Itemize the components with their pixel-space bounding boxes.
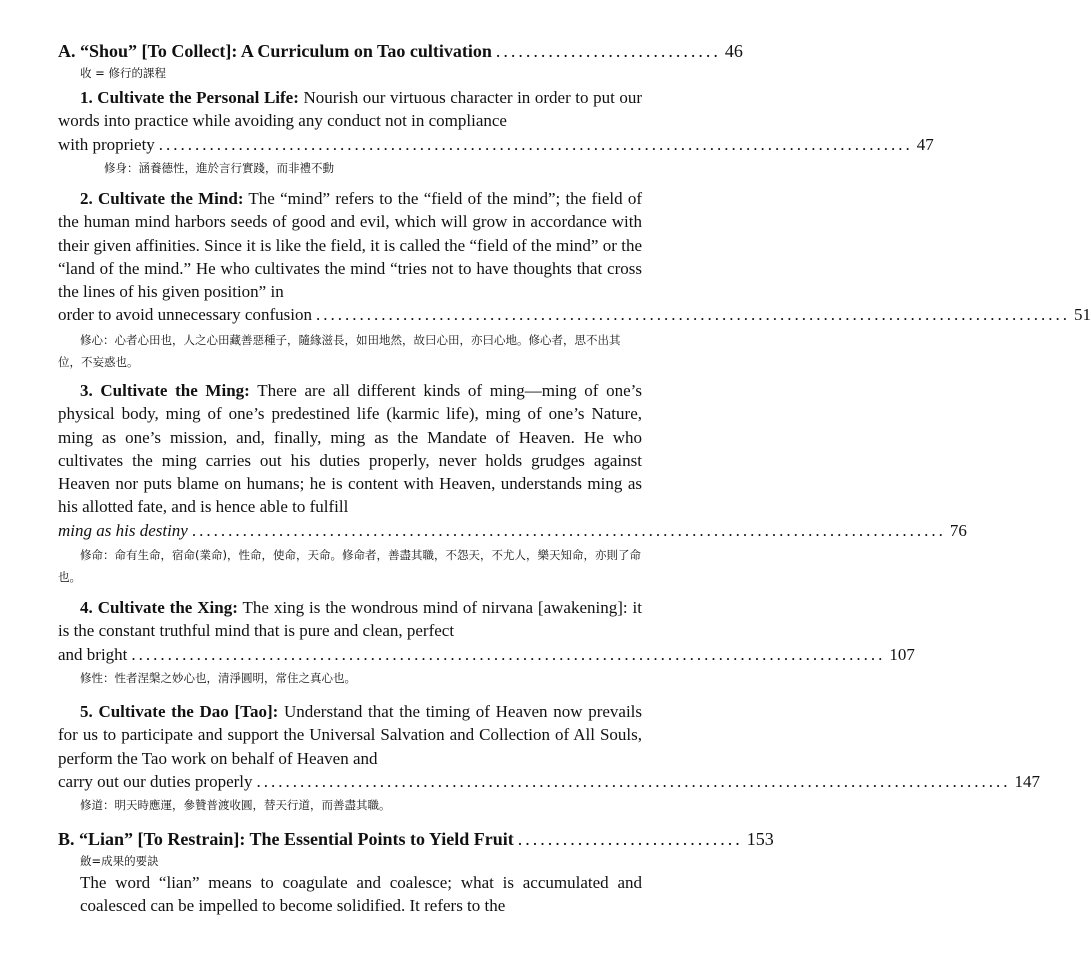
item-body: The xing is the wondrous mind of nirvana [awakening]: it is the constant truthful mind that is pure and clean, perfect xyxy=(58,598,642,641)
toc-item-5 xyxy=(58,700,1040,815)
toc-item-3 xyxy=(58,379,967,588)
item-page: 107 xyxy=(889,644,915,664)
toc-item-2 xyxy=(58,187,1091,373)
item-label: 3. Cultivate the Ming: xyxy=(80,381,250,400)
item-label: 5. Cultivate the Dao [Tao]: xyxy=(80,702,279,721)
section-a-heading xyxy=(58,40,743,63)
item-chinese: 修性：性者涅槃之妙心也，清淨圓明，常住之真心也。 xyxy=(80,670,356,685)
item-chinese: 修身：涵養德性，進於言行實踐，而非禮不動 xyxy=(104,160,334,175)
section-b-title: B. “Lian” [To Restrain]: The Essential Points to Yield Fruit xyxy=(58,829,514,849)
item-body: Understand that the timing of Heaven now prevails for us to participate and support the Universal Salvation and Collection of All Souls, perform the Tao work on behalf of Heaven and xyxy=(58,702,643,768)
item-last-line: order to avoid unnecessary confusion xyxy=(58,305,312,325)
section-b-chinese: 斂=成果的要訣 xyxy=(80,854,159,868)
leader-dots: .............................. xyxy=(517,829,743,849)
item-chinese: 修命：命有生命，宿命(業命)，性命，使命，天命。修命者，善盡其職，不怨天，不尤人，樂天知命，亦則了命也。 xyxy=(58,548,641,585)
leader-dots: ........................................................................................................ xyxy=(131,644,886,664)
item-chinese: 修心：心者心田也，人之心田藏善惡種子，隨緣滋長，如田地然，故曰心田，亦曰心地。修心者，思不出其位，不妄惑也。 xyxy=(58,332,621,369)
item-body: Nourish our virtuous character in order to put our words into practice while avoiding any conduct not in compliance xyxy=(58,88,643,131)
section-a-chinese: 收 = 修行的課程 xyxy=(80,66,166,80)
item-page: 47 xyxy=(916,134,934,154)
item-last-line: with propriety xyxy=(58,134,155,154)
item-last-line: ming as his destiny xyxy=(58,520,188,540)
item-label: 1. Cultivate the Personal Life: xyxy=(80,88,299,107)
item-last-line: and bright xyxy=(58,644,128,664)
item-page: 147 xyxy=(1014,771,1040,791)
section-b-page: 153 xyxy=(746,829,774,849)
section-a xyxy=(58,40,743,83)
section-a-page: 46 xyxy=(724,41,743,61)
item-last-line: carry out our duties properly xyxy=(58,771,253,791)
section-b-body: The word “lian” means to coagulate and coalesce; what is accumulated and coalesced can be impelled to become solidified. It refers to the xyxy=(80,873,642,916)
leader-dots: .............................. xyxy=(495,41,721,61)
leader-dots: ........................................................................................................ xyxy=(256,771,1011,791)
leader-dots: ........................................................................................................ xyxy=(191,520,946,540)
section-b-heading xyxy=(58,828,774,851)
toc-item-4 xyxy=(58,596,915,688)
item-page: 51 xyxy=(1073,305,1091,325)
item-label: 2. Cultivate the Mind: xyxy=(80,189,244,208)
item-label: 4. Cultivate the Xing: xyxy=(80,598,238,617)
item-page: 76 xyxy=(949,520,967,540)
section-b xyxy=(58,828,774,918)
item-body: The “mind” refers to the “field of the mind”; the field of the human mind harbors seeds of good and evil, which will grow in accordance with their given affinities. Since it is like the field, it is called the “field of the mind” or the “land of the mind.” He who cultivates the mind “tries not to have thoughts that cross the lines of his given position” in xyxy=(58,189,642,302)
leader-dots: ........................................................................................................ xyxy=(158,134,913,154)
item-chinese: 修道：明天時應運，參贊普渡收圓，替天行道，而善盡其職。 xyxy=(80,798,391,813)
item-body: There are all different kinds of ming—ming of one’s physical body, ming of one’s predestined life (karmic life), ming of one’s Nature, ming as one’s mission, and, finally, ming as the Mandate of Heaven. He who cultivates the ming carries out his duties properly, never holds grudges against Heaven nor puts blame on humans; he is content with Heaven, understands ming as his allotted fate, and is hence able to fulfill xyxy=(58,381,642,517)
toc-item-1 xyxy=(58,86,934,178)
leader-dots: ........................................................................................................ xyxy=(315,305,1070,325)
section-a-title: A. “Shou” [To Collect]: A Curriculum on Tao cultivation xyxy=(58,41,492,61)
